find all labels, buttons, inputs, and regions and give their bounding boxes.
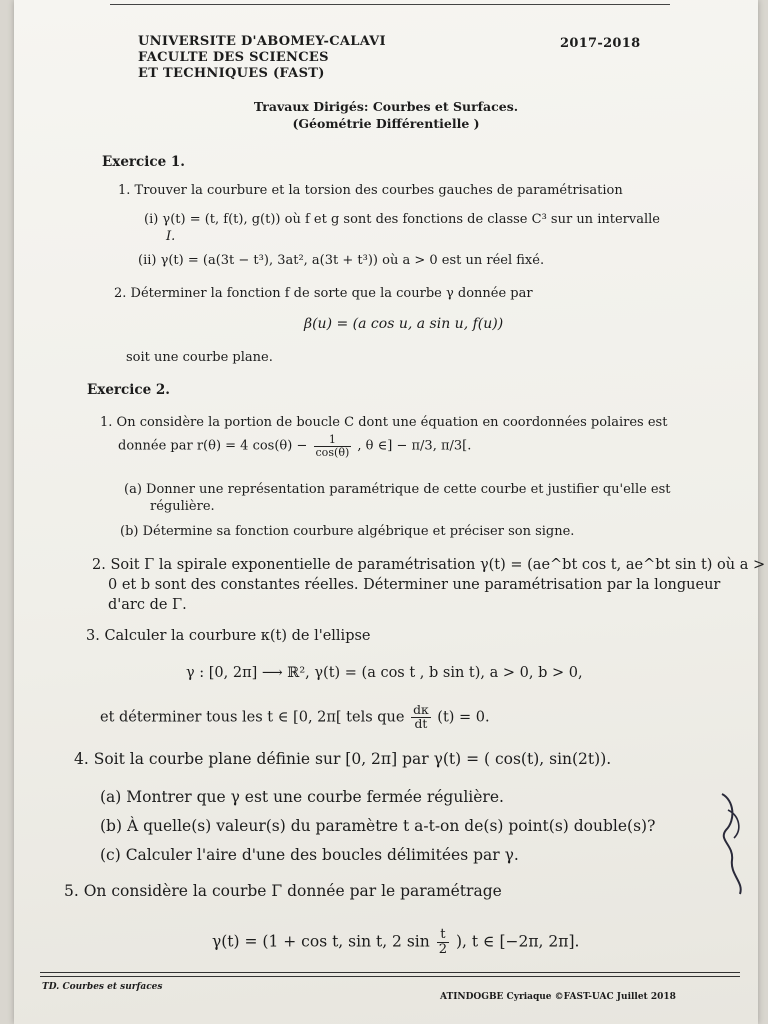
ex2-q5-post: ), t ∈ [−2π, 2π]. <box>456 932 580 951</box>
ex2-q1-eq-pre: donnée par r(θ) = 4 cos(θ) − <box>118 438 308 454</box>
fraction-denominator: cos(θ) <box>315 445 350 459</box>
ex2-q5-pre: γ(t) = (1 + cos t, sin t, 2 sin <box>212 932 430 951</box>
fraction-denominator: dt <box>414 716 428 731</box>
ex2-q3-cond-pre: et déterminer tous les t ∈ [0, 2π[ tels que <box>100 709 405 726</box>
ex2-question-4: 4. Soit la courbe plane définie sur [0, 2π] par γ(t) = ( cos(t), sin(2t)). <box>74 750 612 768</box>
ex2-q5-parametrization <box>212 928 579 957</box>
fraction-numerator: dκ <box>413 703 429 717</box>
faculty-name-2: ET TECHNIQUES (FAST) <box>138 66 325 81</box>
exercise-1-heading: Exercice 1. <box>102 154 185 170</box>
ex2-q1-eq-post: , θ ∈] − π/3, π/3[. <box>357 438 472 454</box>
ex2-q1-polar-equation <box>118 434 471 458</box>
ex2-q2-cont-1: 0 et b sont des constantes réelles. Déterminer une paramétrisation par la longueur <box>108 577 721 593</box>
university-name: UNIVERSITE D'ABOMEY-CALAVI <box>138 34 386 49</box>
ex2-question-1: 1. On considère la portion de boucle C dont une équation en coordonnées polaires est <box>100 415 668 430</box>
ex2-question-3: 3. Calculer la courbure κ(t) de l'ellipse <box>86 628 371 644</box>
fraction-numerator: t <box>437 928 449 943</box>
ex2-question-2: 2. Soit Γ la spirale exponentielle de paramétrisation γ(t) = (ae^bt cos t, ae^bt sin t) où a > <box>92 557 766 573</box>
ex1-q2-formula: β(u) = (a cos u, a sin u, f(u)) <box>304 316 504 332</box>
ex2-q1-part-b: (b) Détermine sa fonction courbure algébrique et préciser son signe. <box>120 524 575 539</box>
ex2-q5-fraction <box>437 928 449 957</box>
footer-rule-2 <box>40 976 740 977</box>
ex1-question-1: 1. Trouver la courbure et la torsion des courbes gauches de paramétrisation <box>118 183 623 198</box>
document-page <box>14 0 766 1024</box>
exercise-2-heading: Exercice 2. <box>87 382 170 398</box>
fraction-denominator: 2 <box>438 941 448 957</box>
fraction-numerator: 1 <box>314 434 352 447</box>
ex1-q1-item-i: (i) γ(t) = (t, f(t), g(t)) où f et g sont des fonctions de classe C³ sur un intervalle <box>144 212 660 227</box>
ex1-q2-conclusion: soit une courbe plane. <box>126 350 273 365</box>
ex2-q1-fraction <box>314 434 352 458</box>
ex2-q3-condition <box>100 704 490 731</box>
ex1-question-2: 2. Déterminer la fonction f de sorte que la courbe γ donnée par <box>114 286 533 301</box>
ex2-q2-cont-2: d'arc de Γ. <box>108 597 187 613</box>
ex2-q4-part-a: (a) Montrer que γ est une courbe fermée régulière. <box>100 788 504 806</box>
ex2-q3-derivative <box>411 704 431 731</box>
academic-year: 2017-2018 <box>560 36 641 51</box>
document-title: Travaux Dirigés: Courbes et Surfaces. <box>253 99 519 114</box>
top-rule <box>110 4 670 5</box>
ex2-q4-part-b: (b) À quelle(s) valeur(s) du paramètre t a-t-on de(s) point(s) double(s)? <box>100 817 656 835</box>
document-subtitle: (Géométrie Différentielle ) <box>292 116 480 131</box>
faculty-name: FACULTE DES SCIENCES <box>138 50 329 65</box>
footer-rule <box>40 972 740 973</box>
ex1-q1-item-ii: (ii) γ(t) = (a(3t − t³), 3at², a(3t + t³)) où a > 0 est un réel fixé. <box>138 253 545 268</box>
ex1-q1-item-i-cont: I. <box>166 229 176 244</box>
footer-course: TD. Courbes et surfaces <box>42 982 163 992</box>
ex2-q3-cond-post: (t) = 0. <box>437 709 490 726</box>
ex2-q1-part-a: (a) Donner une représentation paramétrique de cette courbe et justifier qu'elle est <box>124 482 671 497</box>
ex2-q3-ellipse-formula: γ : [0, 2π] ⟶ ℝ², γ(t) = (a cos t , b sin t), a > 0, b > 0, <box>186 665 583 681</box>
ex2-question-5: 5. On considère la courbe Γ donnée par le paramétrage <box>64 882 502 900</box>
footer-author: ATINDOGBE Cyriaque ©FAST-UAC Juillet 2018 <box>440 992 676 1002</box>
ex2-q4-part-c: (c) Calculer l'aire d'une des boucles délimitées par γ. <box>100 846 519 864</box>
handwritten-mark <box>714 790 754 900</box>
ex2-q1-part-a-cont: régulière. <box>150 499 215 514</box>
